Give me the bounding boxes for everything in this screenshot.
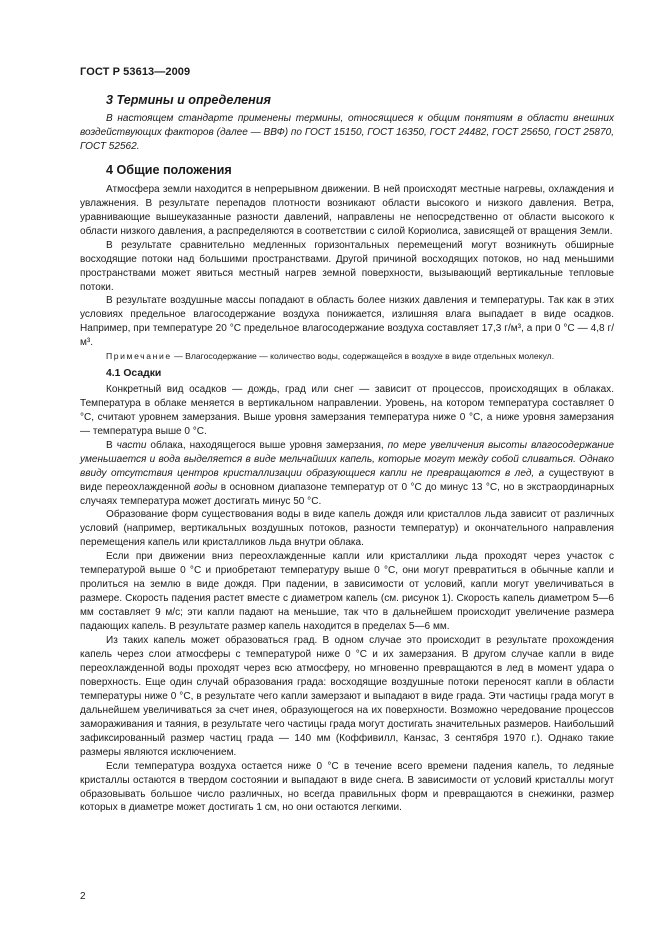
text-run: облака, находящегося выше уровня замерзания,	[146, 439, 388, 451]
section-4-1-paragraph-5: Из таких капель может образоваться град. В одном случае это происходит в результате прохождения капель через слои атмосферы с температурой ниже 0 °С и их замерзания. В другом случае капли в виде переохлажденной воды проходят через всю атмосферу, но мгновенно превращаются в лед в момент удара о поверхность. Еще один случай образования града: восходящие воздушные потоки переносят капли в области температуры ниже 0 °С, в результате чего капли замерзают и выпадают в виде града. Эти частицы града могут в дальнейшем увеличиваться за счет инея, образующегося на их поверхности. Возможно чередование процессов замораживания и таяния, в результате чего частицы града могут достигать значительных размеров. Наибольший зафиксированный размер частиц града — 140 мм (Коффивилл, Канзас, 3 сентября 1970 г.). Однако такие размеры являются исключением.	[80, 635, 614, 758]
note-text: — Влагосодержание — количество воды, содержащейся в воздухе в виде отдельных молекул.	[171, 351, 555, 362]
text-run: существуют в виде переохлажденной	[80, 467, 614, 493]
section-3-text: В настоящем стандарте применены термины, относящиеся к общим понятиям в области внешних воздействующих факторов (далее — ВВФ) по ГОСТ 15150, ГОСТ 16350, ГОСТ 24482, ГОСТ 25650, ГОСТ 25870, ГОСТ 52562.	[80, 113, 614, 152]
section-4-1-paragraph-2	[80, 439, 614, 509]
text-run-italic: по мере увеличения высоты влагосодержание уменьшается и вода выделяется в виде мельчайших капель, которые могут между собой сливаться. Однако ввиду отсутствия центров кристаллизации образующиеся капли не превращаются в лед, а	[80, 439, 614, 479]
page-content	[80, 92, 614, 815]
note-label: Примечание	[106, 351, 172, 362]
text-run-italic: части	[116, 439, 147, 451]
section-4-title: 4 Общие положения	[106, 162, 232, 177]
text-run: в основном диапазоне температур от 0 °С до минус 13 °С, но в экстраординарных случаях температура может достигать минус 50 °С.	[80, 481, 614, 507]
text-run: В	[106, 439, 117, 451]
section-4-1-title: 4.1 Осадки	[106, 367, 162, 379]
document-code-header: ГОСТ Р 53613—2009	[80, 66, 191, 78]
section-4-1-paragraph-6: Если температура воздуха остается ниже 0 °С в течение всего времени падения капель, то ледяные кристаллы остаются в твердом состоянии и выпадают в виде снега. В зависимости от условий кристаллы могут образовывать большое число различных, но всегда правильных форм и превращаются в снежинки, размер которых в диаметре может достигать 1 см, но они остаются легкими.	[80, 760, 614, 814]
page-number: 2	[80, 891, 86, 902]
section-4-1-paragraph-1: Конкретный вид осадков — дождь, град или снег — зависит от процессов, происходящих в облаках. Температура в облаке меняется в вертикальном направлении. Уровень, на котором температура составляет 0 °С, считают уровнем замерзания. Выше уровня замерзания температура ниже 0 °С, а ниже уровня замерзания — температура выше 0 °С.	[80, 383, 614, 437]
text-run-italic: воды	[193, 481, 218, 493]
section-4-paragraph-2: В результате сравнительно медленных горизонтальных перемещений могут возникнуть обширные восходящие потоки над большими пространствами. Другой причиной восходящих потоков, но над меньшими пространствами может явиться местный нагрев земной поверхности, вызывающий вертикальные тепловые потоки.	[80, 239, 614, 293]
section-4-1-paragraph-4: Если при движении вниз переохлажденные капли или кристаллики льда проходят через участок с температурой выше 0 °С и приобретают температуру выше 0 °С, они могут превратиться в обычные капли и пролиться на землю в виде дождя. При падении, в зависимости от условий, капли могут увеличиваться в размере. Скорость падения растет вместе с диаметром капель (см. рисунок 1). Скорость капель диаметром 5—6 мм составляет 9 м/с; эти капли падают на меньшие, так что в дальнейшем происходит увеличение размера падающих капель. В результате размер капель находится в пределах 5—6 мм.	[80, 551, 614, 633]
section-4-1-paragraph-3: Образование форм существования воды в виде капель дождя или кристаллов льда зависит от различных условий (например, вертикальных воздушных потоков, разности температур) и окончательного направления перемещения капель или кристалликов льда внутри облака.	[80, 509, 614, 549]
section-4-note	[80, 351, 614, 363]
section-3-title: 3 Термины и определения	[106, 93, 271, 107]
section-4-paragraph-1: Атмосфера земли находится в непрерывном движении. В ней происходят местные нагревы, охлаждения и увлажнения. В результате перепадов плотности возникают области высокого и низкого давления. Ветра, уравнивающие вышеуказанные разности давлений, направлены не непосредственно от области высокого к области низкого давления, а распределяются в соответствии с силой Кориолиса, зависящей от вращения Земли.	[80, 183, 614, 237]
section-4-paragraph-3: В результате воздушные массы попадают в область более низких давления и температуры. Так как в этих условиях предельное влагосодержание воздуха понижается, излишняя влага выпадает в виде осадков. Например, при температуре 20 °С предельное влагосодержание воздуха составляет 17,3 г/м³, а при 0 °С — 4,8 г/м³.	[80, 295, 614, 349]
